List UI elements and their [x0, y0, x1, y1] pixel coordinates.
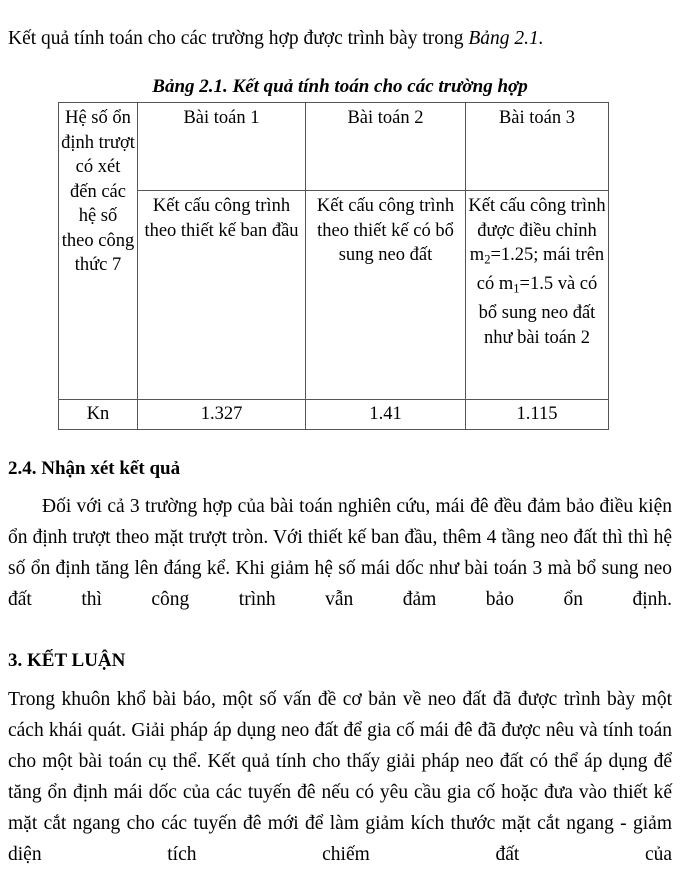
table-kn-label: Kn — [59, 400, 138, 430]
table-row-headers — [59, 103, 609, 191]
section-paragraph-2-4 — [8, 491, 672, 615]
table-description-case-2: Kết cấu công trình theo thiết kế có bổ sung neo đất — [306, 191, 466, 400]
intro-text: Kết quả tính toán cho các trường hợp được trình bày trong — [8, 27, 469, 49]
table-row-kn — [59, 400, 609, 430]
intro-sentence — [8, 26, 672, 52]
table-row-descriptions — [59, 191, 609, 400]
section-heading-2-4: 2.4. Nhận xét kết quả — [8, 457, 181, 479]
table-header-case-2: Bài toán 2 — [306, 103, 466, 191]
results-table — [58, 102, 609, 430]
table-stub-header: Hệ số ổn định trượt có xét đến các hệ số theo công thức 7 — [59, 103, 138, 400]
case3-text-part-1: Kết cấu công trình được điều chỉnh m — [468, 196, 606, 265]
section-heading-3: 3. KẾT LUẬN — [8, 649, 126, 671]
table-header-case-1: Bài toán 1 — [138, 103, 306, 191]
case3-text-part-3: =1.5 và có bổ sung neo đất như bài toán 2 — [478, 274, 598, 348]
table-kn-value-case-1: 1.327 — [138, 400, 306, 430]
case3-subscript-m2: 2 — [484, 252, 491, 267]
table-kn-value-case-3: 1.115 — [466, 400, 609, 430]
table-description-case-3 — [466, 191, 609, 400]
table-description-case-1: Kết cấu công trình theo thiết kế ban đầu — [138, 191, 306, 400]
table-caption: Bảng 2.1. Kết quả tính toán cho các trường hợp — [152, 76, 528, 97]
section-paragraph-3: Trong khuôn khổ bài báo, một số vấn đề cơ bản về neo đất đã được trình bày một cách khái quát. Giải pháp áp dụng neo đất để gia cố mái đê đã được nêu và tính toán cho một bài toán cụ thể. Kết quả tính cho thấy giải pháp neo đất có thể áp dụng để tăng ổn định mái dốc của các tuyến đê nếu có yêu cầu gia cố hoặc đưa vào thiết kế mặt cắt ngang cho các tuyến đê mới để làm giảm kích thước mặt cắt ngang - giảm diện tích chiếm đất của — [8, 688, 672, 865]
table-header-case-3: Bài toán 3 — [466, 103, 609, 191]
section-paragraph-2-4-text: Đối với cả 3 trường hợp của bài toán nghiên cứu, mái đê đều đảm bảo điều kiện ổn định trượt theo mặt trượt tròn. Với thiết kế ban đầu, thêm 4 tầng neo đất thì thì hệ số ổn định tăng lên đáng kể. Khi giảm hệ số mái dốc như bài toán 3 mà bổ sung neo đất thì công trình vẫn đảm bảo ổn định. — [8, 495, 672, 610]
case3-text-part-2: =1.25; mái trên có m — [476, 245, 605, 295]
case3-subscript-m1: 1 — [513, 281, 520, 296]
table-reference: Bảng 2.1. — [468, 27, 544, 49]
table-kn-value-case-2: 1.41 — [306, 400, 466, 430]
